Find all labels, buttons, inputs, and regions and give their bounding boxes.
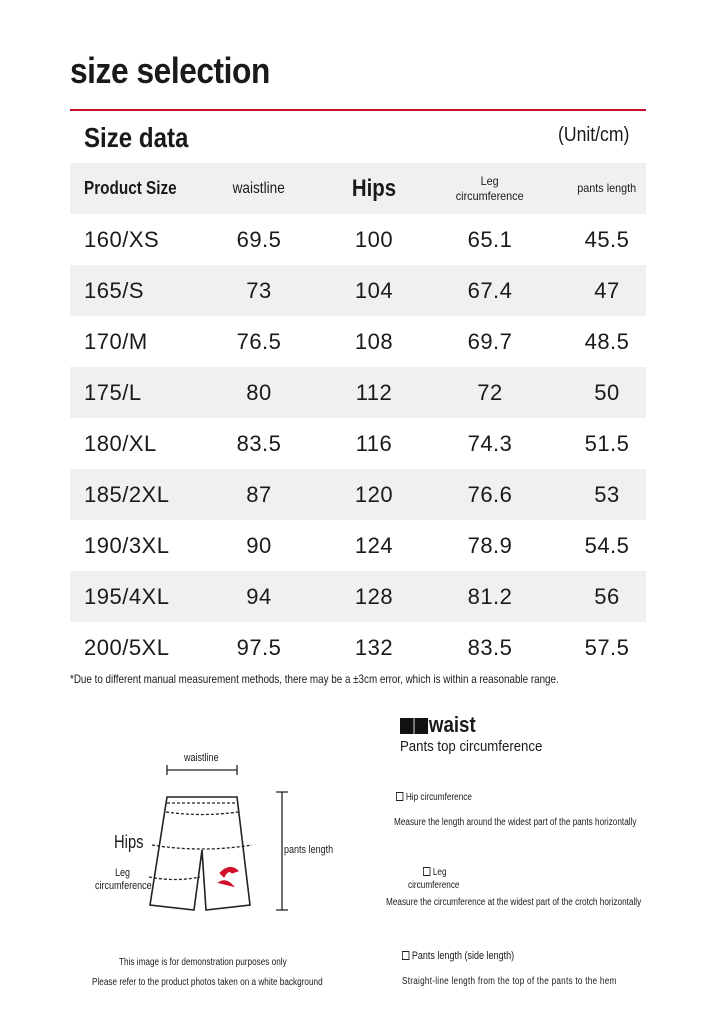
cell-waist: 83.5: [236, 430, 282, 456]
square-bullet-icon: [400, 718, 414, 734]
cell-hips: 128: [354, 583, 394, 609]
cell-leg: 78.9: [467, 532, 513, 558]
cell-hips: 104: [354, 277, 394, 303]
header-leg-circumference: Leg circumference: [456, 173, 524, 203]
cell-waist: 97.5: [236, 634, 282, 660]
table-row: [70, 265, 646, 316]
cell-waist: 94: [246, 583, 272, 609]
legend-hip-desc: Measure the length around the widest part of the pants horizontally: [394, 817, 637, 828]
cell-length: 48.5: [584, 328, 630, 354]
cell-hips: 120: [354, 481, 394, 507]
legend-waist-desc: Pants top circumference: [400, 738, 543, 755]
cell-length: 53: [594, 481, 620, 507]
cell-hips: 116: [355, 430, 393, 456]
cell-waist: 80: [246, 379, 272, 405]
cell-size: 185/2XL: [84, 481, 170, 507]
table-body: [70, 214, 646, 673]
diagram-hips-label: Hips: [114, 832, 144, 852]
size-table: [70, 163, 646, 673]
cell-length: 45.5: [584, 226, 630, 252]
diagram-pants-length-label: pants length: [284, 844, 334, 856]
cell-hips: 132: [354, 634, 394, 660]
cell-length: 57.5: [584, 634, 630, 660]
table-row: [70, 571, 646, 622]
table-header-row: [70, 163, 646, 214]
cell-leg: 83.5: [467, 634, 513, 660]
table-row: [70, 316, 646, 367]
cell-hips: 124: [354, 532, 394, 558]
unit-label: (Unit/cm): [558, 124, 630, 146]
header-pants-length: pants length: [577, 181, 637, 195]
cell-leg: 72: [477, 379, 503, 405]
cell-hips: 108: [354, 328, 394, 354]
table-row: [70, 469, 646, 520]
cell-waist: 76.5: [236, 328, 282, 354]
cell-size: 165/S: [84, 277, 144, 303]
cell-leg: 74.3: [467, 430, 513, 456]
checkbox-bullet-icon: [423, 867, 430, 876]
legend-leg-desc: Measure the circumference at the widest part of the crotch horizontally: [386, 897, 642, 908]
legend-length-title: Pants length (side length): [402, 950, 539, 962]
cell-waist: 90: [246, 532, 272, 558]
legend-length-desc: Straight-line length from the top of the pants to the hem: [402, 976, 617, 987]
diagram-leg-label: Leg: [115, 867, 131, 879]
shorts-outline: [150, 797, 250, 910]
diagram-caption-1: This image is for demonstration purposes only: [119, 957, 287, 968]
legend-waist-title: waist: [400, 712, 489, 738]
table-row: [70, 418, 646, 469]
cell-leg: 67.4: [467, 277, 513, 303]
measurement-note: *Due to different manual measurement methods, there may be a ±3cm error, which is within a reasonable range.: [70, 672, 559, 686]
table-row: [70, 520, 646, 571]
waist-measure-line: [167, 765, 237, 775]
cell-length: 50: [594, 379, 620, 405]
cell-size: 170/M: [84, 328, 148, 354]
cell-leg: 76.6: [467, 481, 513, 507]
legend-leg-title-2: circumference: [408, 880, 460, 891]
legend-leg-title: Leg: [423, 867, 452, 878]
diagram-caption-2: Please refer to the product photos taken on a white background: [92, 977, 323, 988]
page-title: size selection: [70, 50, 270, 91]
cell-leg: 65.1: [467, 226, 513, 252]
square-bullet-icon: [414, 718, 428, 734]
cell-length: 51.5: [584, 430, 630, 456]
cell-length: 47: [594, 277, 620, 303]
cell-length: 56: [594, 583, 620, 609]
table-row: [70, 367, 646, 418]
cell-hips: 112: [355, 379, 393, 405]
cell-size: 180/XL: [84, 430, 157, 456]
cell-waist: 87: [246, 481, 272, 507]
cell-length: 54.5: [584, 532, 630, 558]
cell-size: 175/L: [84, 379, 142, 405]
cell-waist: 73: [246, 277, 272, 303]
cell-size: 200/5XL: [84, 634, 170, 660]
table-row: [70, 622, 646, 673]
header-hips: Hips: [351, 174, 397, 202]
table-row: [70, 214, 646, 265]
legend-hip-title: Hip circumference: [396, 792, 489, 803]
header-waistline: waistline: [232, 179, 286, 197]
section-title: Size data: [84, 122, 189, 153]
diagram-circumference-label: circumference: [95, 880, 152, 892]
diagram-waistline-label: waistline: [184, 752, 219, 764]
title-divider: [70, 109, 646, 111]
header-product-size: Product Size: [84, 178, 177, 198]
cell-waist: 69.5: [236, 226, 282, 252]
cell-size: 195/4XL: [84, 583, 170, 609]
checkbox-bullet-icon: [402, 951, 409, 960]
cell-size: 190/3XL: [84, 532, 170, 558]
cell-size: 160/XS: [84, 226, 160, 252]
cell-leg: 81.2: [467, 583, 513, 609]
cell-hips: 100: [354, 226, 394, 252]
checkbox-bullet-icon: [396, 792, 403, 801]
cell-leg: 69.7: [467, 328, 513, 354]
